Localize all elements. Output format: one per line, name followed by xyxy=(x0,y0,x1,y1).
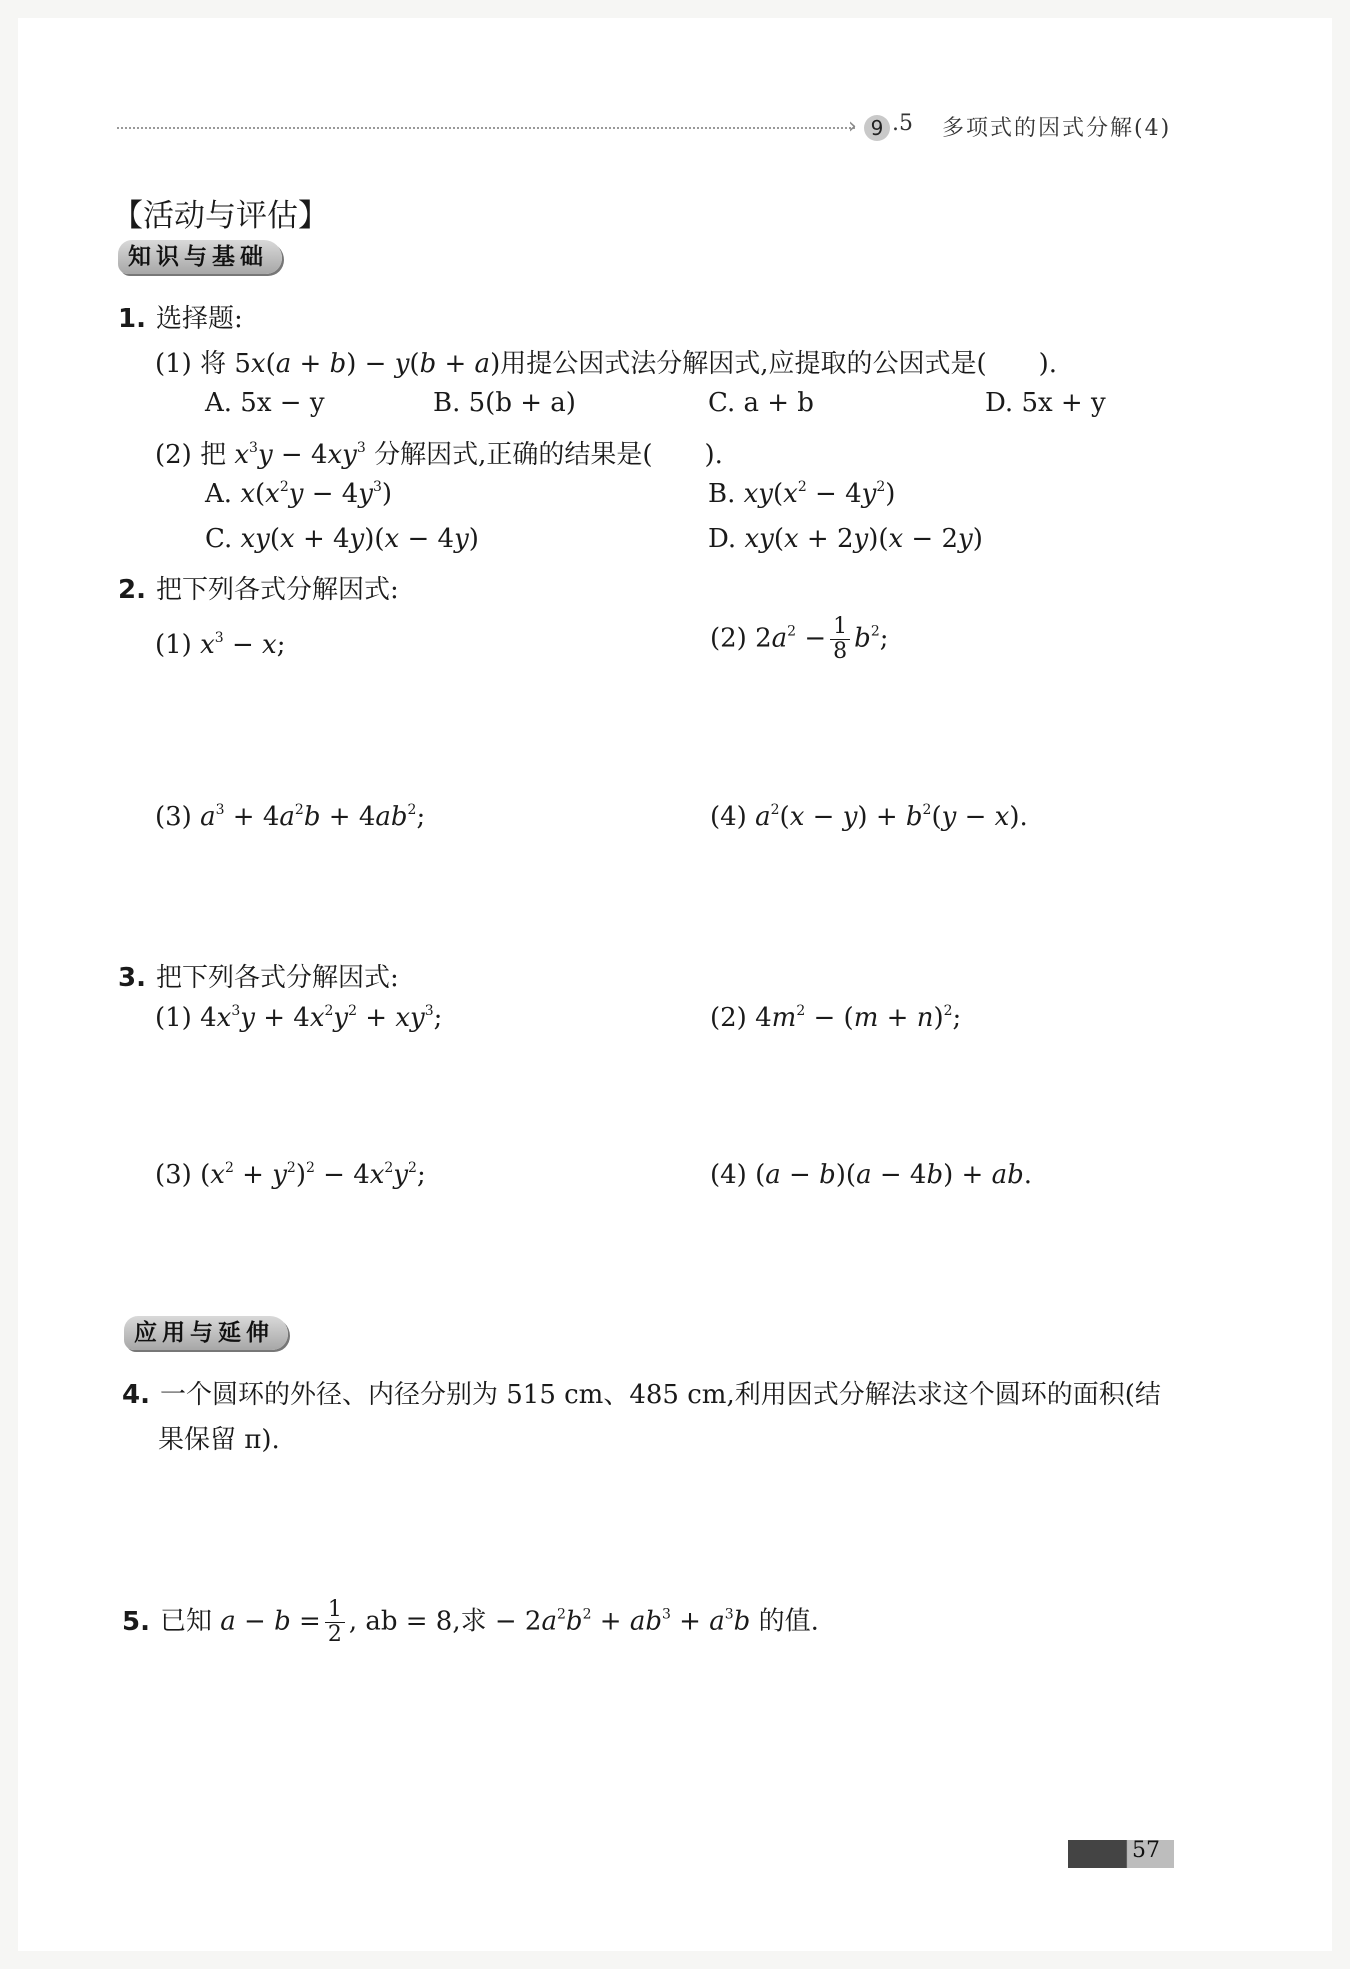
q1-2-prompt-end: 分解因式,正确的结果是( ). xyxy=(374,440,723,470)
q3-heading: 3. 把下列各式分解因式: xyxy=(118,963,399,993)
q2-2: (2) $2a^2$ − $\frac{1}{8}$ $b^2$; xyxy=(710,614,889,664)
q2-heading: 2. 把下列各式分解因式: xyxy=(118,575,399,605)
q3-3: (3) $(x^2 + y^2)^2 - 4x^2y^2$; xyxy=(155,1160,426,1190)
q1-1-option-a: A. 5x − y xyxy=(205,388,325,418)
section-number: .5 xyxy=(892,111,913,136)
q1-1-expr: x xyxy=(250,349,266,379)
page-number: 57 xyxy=(1132,1838,1160,1863)
q4-line1: 4. 一个圆环的外径、内径分别为 515 cm、485 cm,利用因式分解法求这个圆环的面积(结 xyxy=(122,1380,1161,1410)
q1-2-prompt: (2) 把 $x^3y - 4xy^3$ 分解因式,正确的结果是( ). xyxy=(155,440,723,470)
q1-2-option-a: A. $x(x^2y - 4y^3)$ xyxy=(205,479,393,509)
q2-1: (1) $x^3 - x$; xyxy=(155,630,286,660)
q1-1-option-b: B. 5(b + a) xyxy=(433,388,576,418)
chapter-badge: 9 xyxy=(864,115,890,141)
q1-1-option-c: C. a + b xyxy=(708,388,814,418)
q4-line2: 果保留 π). xyxy=(158,1425,280,1455)
q3-1: (1) $4x^3y + 4x^2y^2 + xy^3$; xyxy=(155,1003,443,1033)
arrow-right-icon: › xyxy=(848,114,857,139)
activity-heading: 【活动与评估】 xyxy=(112,198,329,234)
q1-2-option-c: C. xy(x + 4y)(x − 4y) xyxy=(205,524,479,554)
q5: 5. 已知 a − b = $\frac{1}{2}$ , ab = 8,求 − $2a^2b^2 + ab^3 + a^3b$ 的值. xyxy=(122,1597,819,1647)
q1-heading xyxy=(118,298,243,335)
section-title: 多项式的因式分解(4) xyxy=(942,116,1172,141)
header-rule xyxy=(117,127,855,129)
banner-application: 应用与延伸 xyxy=(124,1316,288,1350)
q1-number: 1. xyxy=(118,304,146,334)
q1-1-option-d: D. 5x + y xyxy=(985,388,1106,418)
q2-4: (4) $a^2(x - y) + b^2(y - x)$. xyxy=(710,802,1028,832)
q1-1-prompt-start: (1) 将 5 xyxy=(155,349,251,379)
q1-1-prompt: (1) 将 5x(a + b) − y(b + a)用提公因式法分解因式,应提取的公因式是( ). xyxy=(155,349,1058,379)
q3-4: (4) (a − b)(a − 4b) + ab. xyxy=(710,1160,1032,1190)
q1-2-option-b: B. $xy(x^2 - 4y^2)$ xyxy=(708,479,896,509)
q1-title: 选择题: xyxy=(155,304,243,334)
q2-3: (3) $a^3 + 4a^2b + 4ab^2$; xyxy=(155,802,426,832)
fraction: $\frac{1}{8}$ xyxy=(830,615,850,664)
q1-2-option-d: D. xy(x + 2y)(x − 2y) xyxy=(708,524,983,554)
banner-knowledge: 知识与基础 xyxy=(118,240,282,274)
q5-fraction: $\frac{1}{2}$ xyxy=(325,1598,345,1647)
q3-2: (2) $4m^2 - (m + n)^2$; xyxy=(710,1003,962,1033)
q1-1-prompt-end: 用提公因式法分解因式,应提取的公因式是( ). xyxy=(500,349,1058,379)
